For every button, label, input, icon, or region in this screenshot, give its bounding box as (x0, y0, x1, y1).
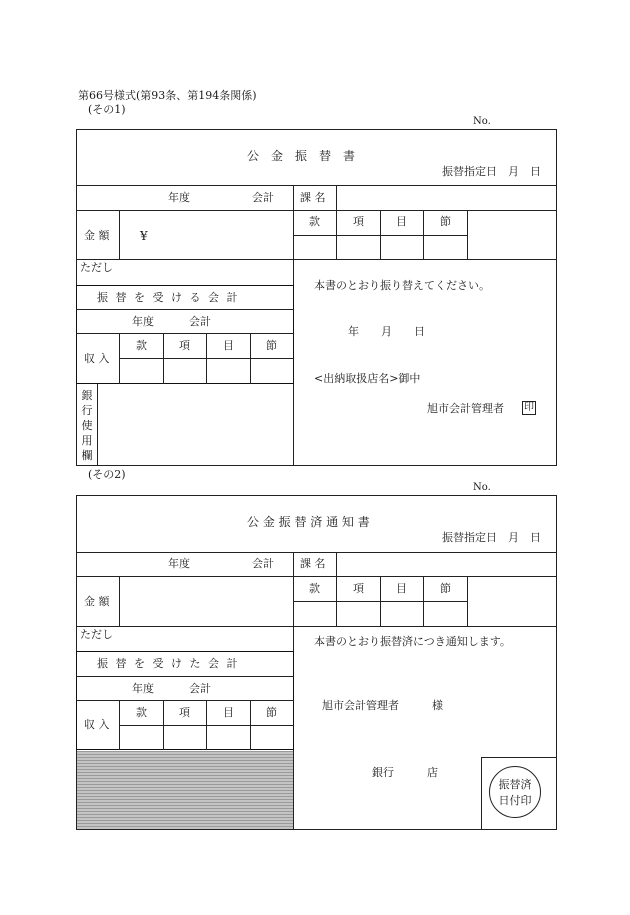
form1-line (336, 210, 337, 259)
form1-seal-mark: 印 (524, 402, 534, 413)
form2-line (423, 576, 424, 626)
form2-recv-account: 会計 (189, 682, 211, 695)
form1-line (76, 259, 557, 260)
form2-title: 公 金 振 替 済 通 知 書 (247, 515, 370, 529)
form2-manager-addressee: 旭市会計管理者 様 (322, 699, 443, 712)
form1-recv-kou: 項 (179, 339, 190, 352)
form1-recv-moku: 目 (223, 339, 234, 352)
form2-stamp-line1: 振替済 (498, 778, 532, 791)
form2-no-label: No. (473, 482, 491, 493)
form2-line (76, 700, 294, 701)
form2-fiscal-year-label: 年度 (168, 557, 190, 570)
form2-moku-label: 目 (396, 582, 407, 595)
form1-line (336, 185, 337, 210)
form1-kou-label: 項 (353, 215, 364, 228)
form2-receiving-account-title: 振 替 を 受 け た 会 計 (97, 657, 240, 670)
form2-recv-moku: 目 (223, 706, 234, 719)
form1-yen-sign: ¥ (140, 229, 148, 243)
form1-date-line: 年 月 日 (348, 325, 425, 338)
form1-fiscal-year-label: 年度 (168, 191, 190, 204)
form1-moku-label: 目 (396, 215, 407, 228)
form2-recv-kan: 款 (136, 706, 147, 719)
form2-line (76, 626, 557, 627)
form2-recv-fiscal-year: 年度 (132, 682, 154, 695)
form1-manager: 旭市会計管理者 (427, 402, 504, 415)
form1-date-designation: 振替指定日 月 日 (442, 165, 541, 178)
form2-recv-setsu: 節 (266, 706, 277, 719)
form1-recv-kan: 款 (136, 339, 147, 352)
form2-date-stamp-circle (489, 766, 541, 818)
form2-line (336, 576, 337, 626)
form1-bank-use-column: 銀行使用欄 (81, 389, 93, 462)
form2-kan-label: 款 (309, 582, 320, 595)
form2-line (76, 576, 557, 577)
form1-line (119, 358, 294, 359)
part-1-label: (その1) (88, 103, 126, 116)
form1-line (97, 384, 98, 466)
form1-section-name-label: 課 名 (300, 191, 326, 204)
form1-amount-label: 金 額 (84, 229, 110, 242)
form2-line (467, 576, 468, 626)
form1-line (467, 210, 468, 259)
form2-stamp-line2: 日付印 (498, 794, 532, 807)
form2-date-designation: 振替指定日 月 日 (442, 531, 541, 544)
form-number-title: 第66号様式(第93条、第194条関係) (78, 89, 257, 102)
form1-line (423, 210, 424, 259)
form2-bank-branch: 銀行 店 (372, 766, 438, 779)
form1-recv-fiscal-year: 年度 (132, 315, 154, 328)
form2-line (481, 757, 557, 758)
form1-recv-setsu: 節 (266, 339, 277, 352)
form1-line (380, 210, 381, 259)
form1-tadashi-label: ただし (80, 261, 113, 274)
form1-setsu-label: 節 (440, 215, 451, 228)
form2-line (119, 725, 294, 726)
form2-line (119, 576, 120, 626)
form2-income-label: 収 入 (84, 718, 110, 731)
form2-setsu-label: 節 (440, 582, 451, 595)
form1-request-text: 本書のとおり振り替えてください。 (314, 279, 490, 292)
form1-line (76, 309, 294, 310)
form1-line (76, 333, 294, 334)
form1-line (119, 210, 120, 259)
part-2-label: (その2) (88, 468, 126, 481)
form2-account-label: 会計 (252, 557, 274, 570)
form2-line (76, 676, 294, 677)
form1-bank-branch: <出納取扱店名>御中 (314, 372, 421, 385)
form2-tadashi-label: ただし (80, 628, 113, 641)
form1-income-label: 収 入 (84, 352, 110, 365)
form1-title: 公 金 振 替 書 (247, 149, 356, 163)
form1-recv-account: 会計 (189, 315, 211, 328)
form2-section-name-label: 課 名 (300, 557, 326, 570)
form2-line (481, 757, 482, 830)
form2-kou-label: 項 (353, 582, 364, 595)
form1-kan-label: 款 (309, 215, 320, 228)
form2-line (380, 576, 381, 626)
form1-no-label: No. (473, 116, 491, 127)
form2-hatched-area (77, 751, 293, 829)
form1-line (76, 185, 557, 186)
form1-line (76, 210, 557, 211)
form2-line (76, 552, 557, 553)
form2-notice-text: 本書のとおり振替済につき通知します。 (314, 635, 511, 648)
form2-line (336, 552, 337, 576)
form2-amount-label: 金 額 (84, 595, 110, 608)
form2-recv-kou: 項 (179, 706, 190, 719)
form1-receiving-account-title: 振 替 を 受 け る 会 計 (97, 291, 240, 304)
form1-account-label: 会計 (252, 191, 274, 204)
